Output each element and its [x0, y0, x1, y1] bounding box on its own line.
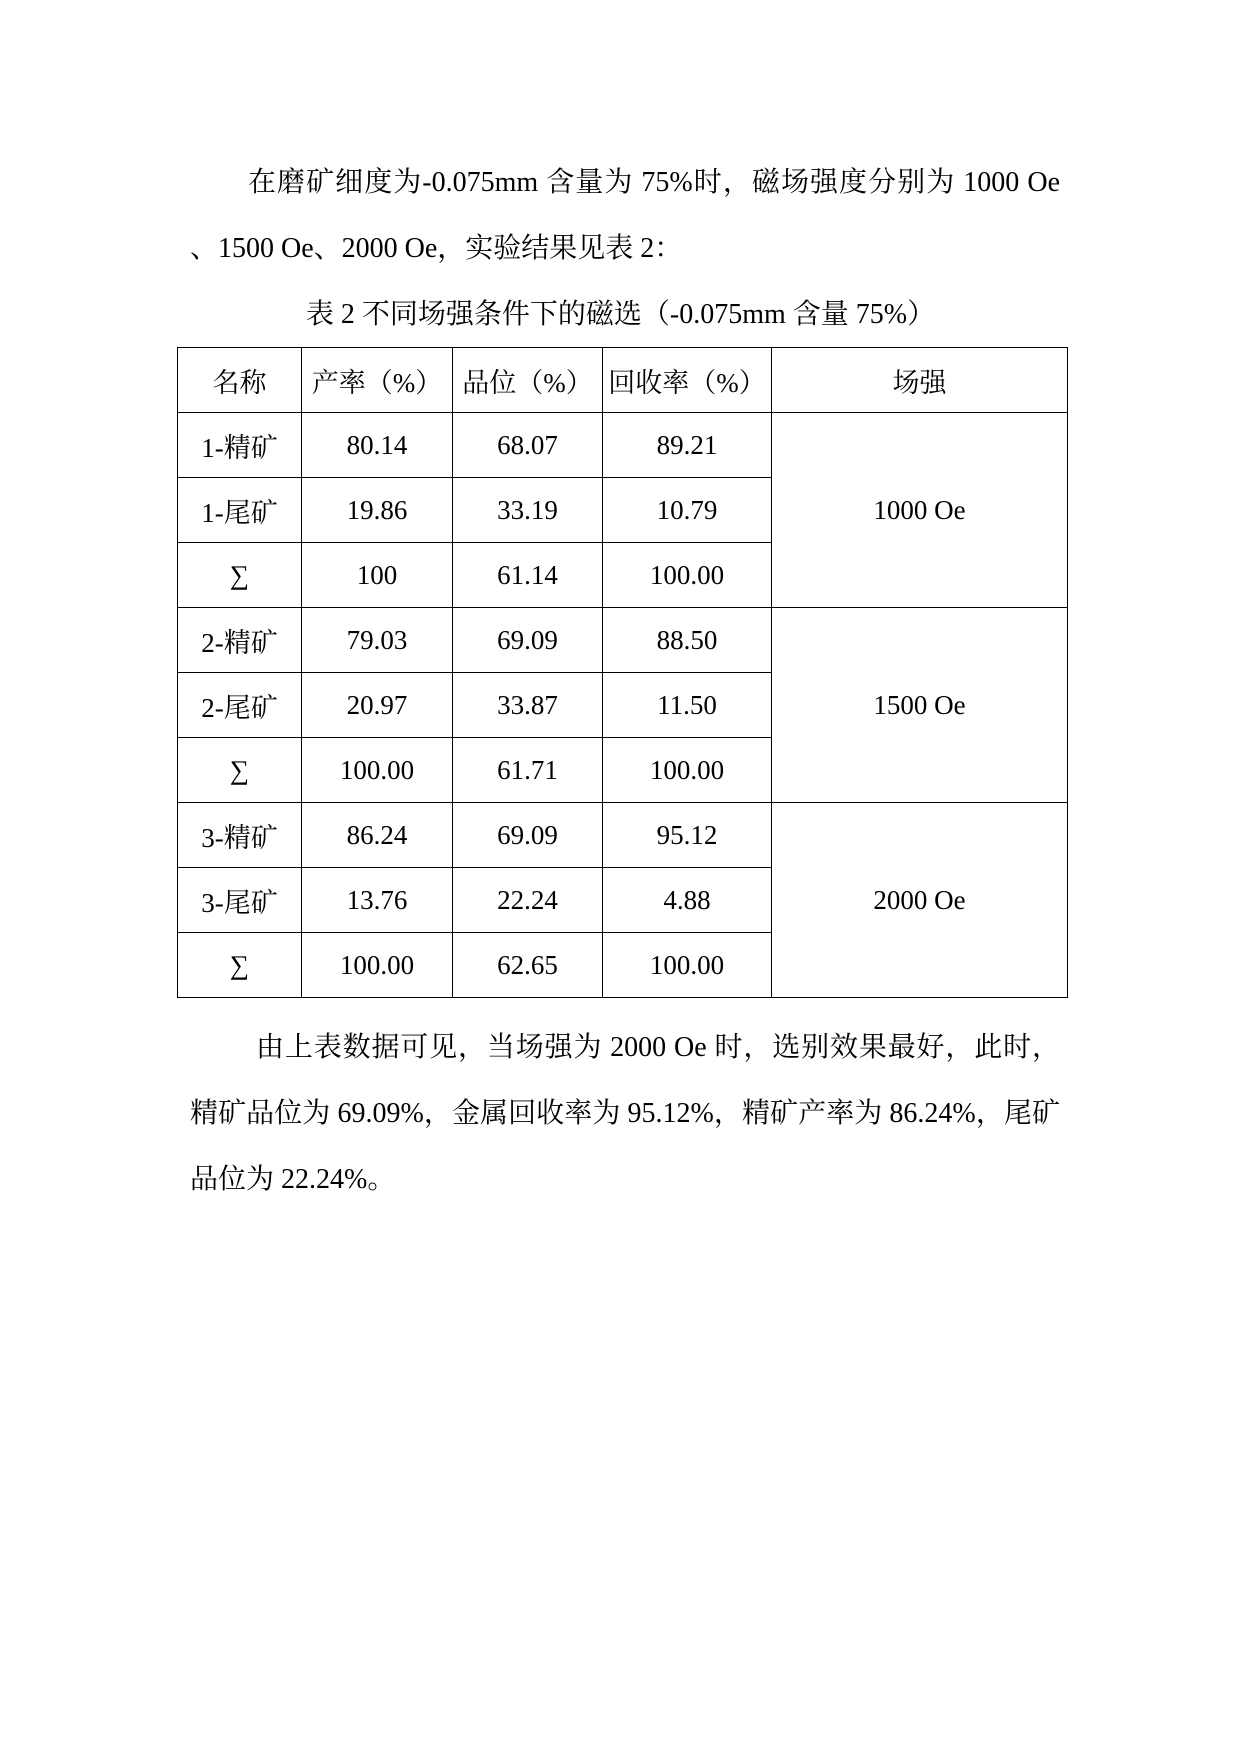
cell-grade: 68.07	[453, 413, 603, 478]
cell-name: 2-精矿	[178, 608, 302, 673]
cell-recovery: 11.50	[603, 673, 772, 738]
table-caption: 表 2 不同场强条件下的磁选（-0.075mm 含量 75%）	[305, 299, 936, 330]
header-yield: 产率（%）	[302, 348, 453, 413]
cell-name: 3-尾矿	[178, 868, 302, 933]
conclusion-paragraph: 由上表数据可见，当场强为 2000 Oe 时，选别效果最好，此时，精矿品位为 69.09%，金属回收率为 95.12%，精矿产率为 86.24%，尾矿品位为 22.24%。	[190, 1032, 1060, 1195]
cell-field-strength: 1000 Oe	[772, 413, 1068, 608]
cell-grade: 61.71	[453, 738, 603, 803]
cell-recovery: 10.79	[603, 478, 772, 543]
cell-yield: 80.14	[302, 413, 453, 478]
header-name: 名称	[178, 348, 302, 413]
cell-name: 1-精矿	[178, 413, 302, 478]
table-row	[178, 608, 1068, 673]
cell-name: ∑	[178, 543, 302, 608]
header-grade: 品位（%）	[453, 348, 603, 413]
cell-recovery: 95.12	[603, 803, 772, 868]
cell-field-strength: 1500 Oe	[772, 608, 1068, 803]
cell-field-strength: 2000 Oe	[772, 803, 1068, 998]
cell-yield: 100.00	[302, 933, 453, 998]
cell-grade: 33.87	[453, 673, 603, 738]
cell-yield: 100.00	[302, 738, 453, 803]
cell-recovery: 88.50	[603, 608, 772, 673]
cell-grade: 69.09	[453, 608, 603, 673]
cell-yield: 20.97	[302, 673, 453, 738]
cell-recovery: 89.21	[603, 413, 772, 478]
cell-name: 3-精矿	[178, 803, 302, 868]
cell-recovery: 4.88	[603, 868, 772, 933]
cell-recovery: 100.00	[603, 933, 772, 998]
cell-recovery: 100.00	[603, 738, 772, 803]
cell-grade: 69.09	[453, 803, 603, 868]
intro-paragraph: 在磨矿细度为-0.075mm 含量为 75%时，磁场强度分别为 1000 Oe 、1500 Oe、2000 Oe，实验结果见表 2：	[190, 167, 1060, 264]
table-row	[178, 413, 1068, 478]
cell-yield: 86.24	[302, 803, 453, 868]
cell-grade: 22.24	[453, 868, 603, 933]
table-header-row	[178, 348, 1068, 413]
header-recovery: 回收率（%）	[603, 348, 772, 413]
cell-name: 1-尾矿	[178, 478, 302, 543]
cell-grade: 61.14	[453, 543, 603, 608]
cell-yield: 100	[302, 543, 453, 608]
cell-name: ∑	[178, 933, 302, 998]
results-table	[177, 347, 1068, 998]
cell-yield: 13.76	[302, 868, 453, 933]
cell-name: ∑	[178, 738, 302, 803]
header-field-strength: 场强	[772, 348, 1068, 413]
cell-yield: 79.03	[302, 608, 453, 673]
cell-recovery: 100.00	[603, 543, 772, 608]
cell-grade: 33.19	[453, 478, 603, 543]
cell-name: 2-尾矿	[178, 673, 302, 738]
table-row	[178, 803, 1068, 868]
cell-yield: 19.86	[302, 478, 453, 543]
cell-grade: 62.65	[453, 933, 603, 998]
